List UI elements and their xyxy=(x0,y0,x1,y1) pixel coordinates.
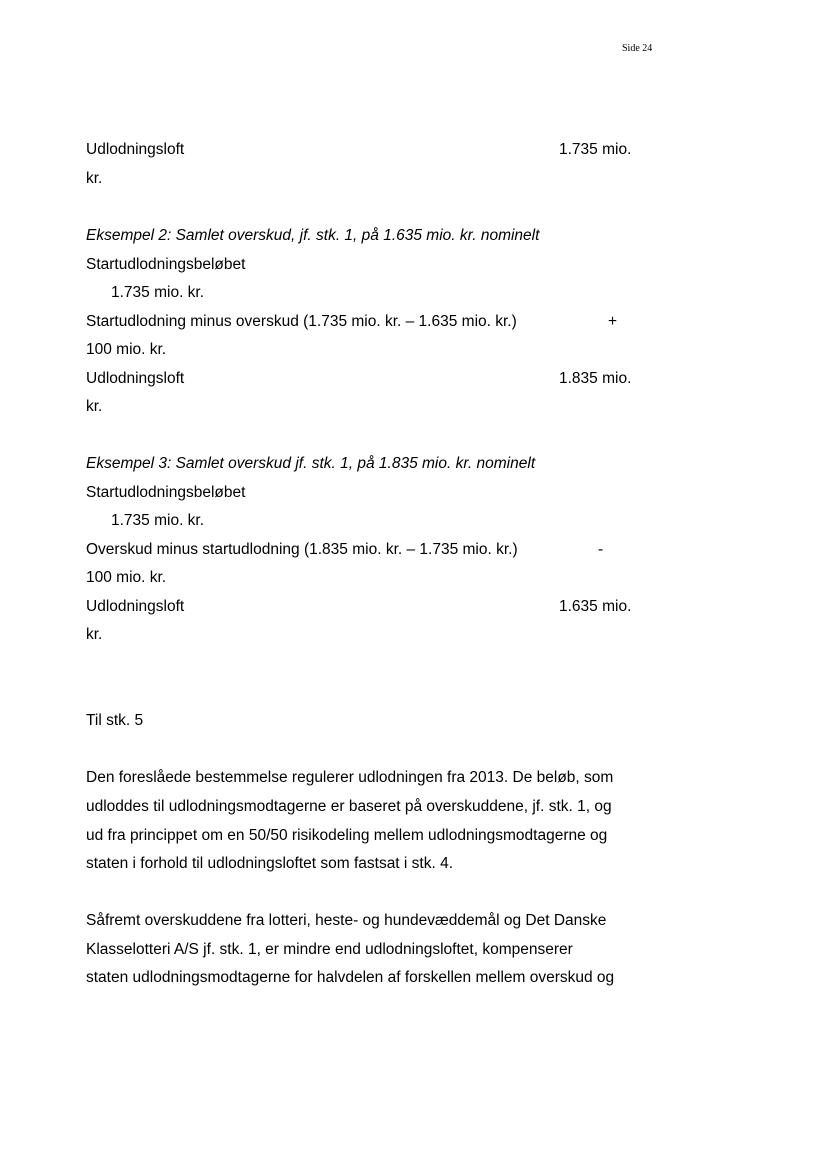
ex2-row2-value: 100 mio. kr. xyxy=(86,341,167,358)
ex3-row1-value: 1.735 mio. kr. xyxy=(111,512,205,529)
ex2-row2-label: Startudlodning minus overskud (1.735 mio. kr. – 1.635 mio. kr.) xyxy=(86,313,517,330)
paragraph-line: Såfremt overskuddene fra lotteri, heste- og hundevæddemål og Det Danske xyxy=(86,912,607,929)
ex2-row1-value: 1.735 mio. kr. xyxy=(111,284,205,301)
ex1-loft-amount: 1.735 mio. xyxy=(559,141,632,158)
ex2-row2-sign: + xyxy=(608,313,618,330)
section-heading: Til stk. 5 xyxy=(86,712,144,729)
paragraph-line: staten udlodningsmodtagerne for halvdelen af forskellen mellem overskud og xyxy=(86,969,615,986)
ex3-row3-amount: 1.635 mio. xyxy=(559,598,632,615)
paragraph-line: udloddes til udlodningsmodtagerne er baseret på overskuddene, jf. stk. 1, og xyxy=(86,798,612,815)
ex3-row3-cont: kr. xyxy=(86,626,103,643)
ex1-loft-label: Udlodningsloft xyxy=(86,141,185,158)
ex3-row2-label: Overskud minus startudlodning (1.835 mio. kr. – 1.735 mio. kr.) xyxy=(86,541,518,558)
ex3-row2-value: 100 mio. kr. xyxy=(86,569,167,586)
paragraph-line: ud fra princippet om en 50/50 risikodeling mellem udlodningsmodtagerne og xyxy=(86,827,608,844)
example-3-title: Eksempel 3: Samlet overskud jf. stk. 1, på 1.835 mio. kr. nominelt xyxy=(86,455,536,472)
ex2-row3-label: Udlodningsloft xyxy=(86,370,185,387)
example-2-title: Eksempel 2: Samlet overskud, jf. stk. 1, på 1.635 mio. kr. nominelt xyxy=(86,227,540,244)
paragraph-line: Den foreslåede bestemmelse regulerer udlodningen fra 2013. De beløb, som xyxy=(86,769,614,786)
paragraph-line: staten i forhold til udlodningsloftet som fastsat i stk. 4. xyxy=(86,855,454,872)
ex1-loft-amount-cont: kr. xyxy=(86,170,103,187)
paragraph-line: Klasselotteri A/S jf. stk. 1, er mindre end udlodningsloftet, kompenserer xyxy=(86,941,573,958)
page-number: Side 24 xyxy=(622,43,653,54)
ex3-row3-label: Udlodningsloft xyxy=(86,598,185,615)
ex3-row1-label: Startudlodningsbeløbet xyxy=(86,484,246,501)
ex2-row3-cont: kr. xyxy=(86,398,103,415)
ex3-row2-sign: - xyxy=(598,541,604,558)
ex2-row3-amount: 1.835 mio. xyxy=(559,370,632,387)
ex2-row1-label: Startudlodningsbeløbet xyxy=(86,256,246,273)
